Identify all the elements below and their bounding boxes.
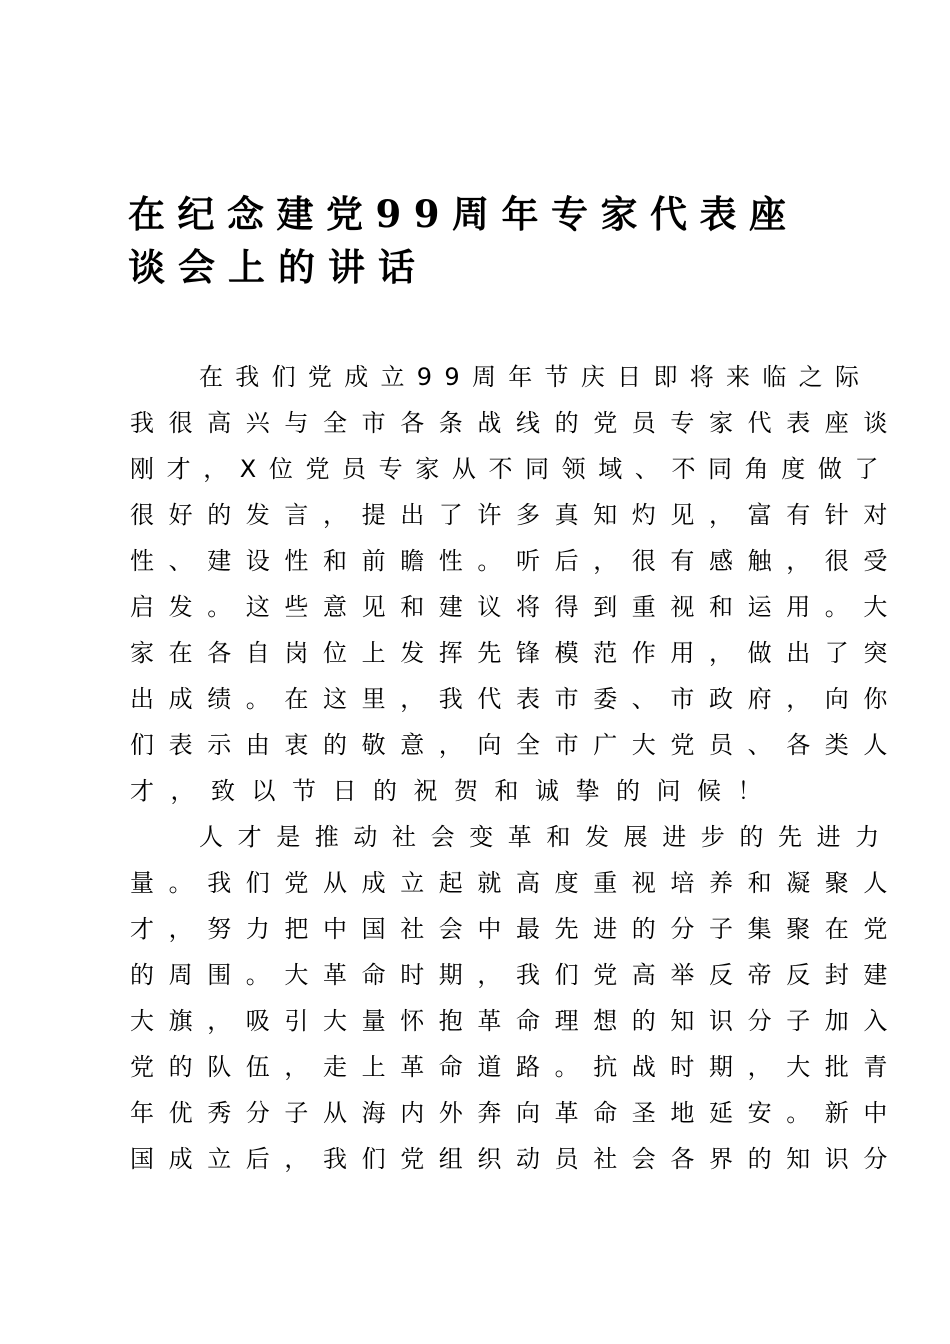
title-line: 在纪念建党99周年专家代表座 [128,192,799,236]
text-line: 启发。这些意见和建议将得到重视和运用。大 [130,593,902,621]
text-line: 的周围。大革命时期，我们党高举反帝反封建 [130,961,902,989]
text-line: 党的队伍，走上革命道路。抗战时期，大批青 [130,1053,902,1081]
paragraph [130,354,902,814]
text-line: 才，致以节日的祝贺和诚挚的问候！ [130,777,778,805]
title-line: 谈会上的讲话 [128,245,428,289]
text-line: 量。我们党从成立起就高度重视培养和凝聚人 [130,869,902,897]
text-line: 很好的发言，提出了许多真知灼见，富有针对 [130,501,902,529]
document-title [128,188,828,294]
text-line: 刚才，X位党员专家从不同领域、不同角度做了 [130,455,892,483]
text-line: 性、建设性和前瞻性。听后，很有感触，很受 [130,547,902,575]
text-line: 年优秀分子从海内外奔向革命圣地延安。新中 [130,1099,902,1127]
paragraph [130,814,902,1182]
text-line: 们表示由衷的敬意，向全市广大党员、各类人 [130,731,902,759]
text-line: 人才是推动社会变革和发展进步的先进力 [199,823,894,851]
document-body [130,354,902,1182]
text-line: 才，努力把中国社会中最先进的分子集聚在党 [130,915,902,943]
text-line: 大旗，吸引大量怀抱革命理想的知识分子加入 [130,1007,902,1035]
text-line: 在我们党成立99周年节庆日即将来临之际 [199,363,872,391]
text-line: 国成立后，我们党组织动员社会各界的知识分 [130,1145,902,1173]
text-line: 出成绩。在这里，我代表市委、市政府，向你 [130,685,902,713]
text-line: 我很高兴与全市各条战线的党员专家代表座谈 [130,409,902,437]
text-line: 家在各自岗位上发挥先锋模范作用，做出了突 [130,639,902,667]
